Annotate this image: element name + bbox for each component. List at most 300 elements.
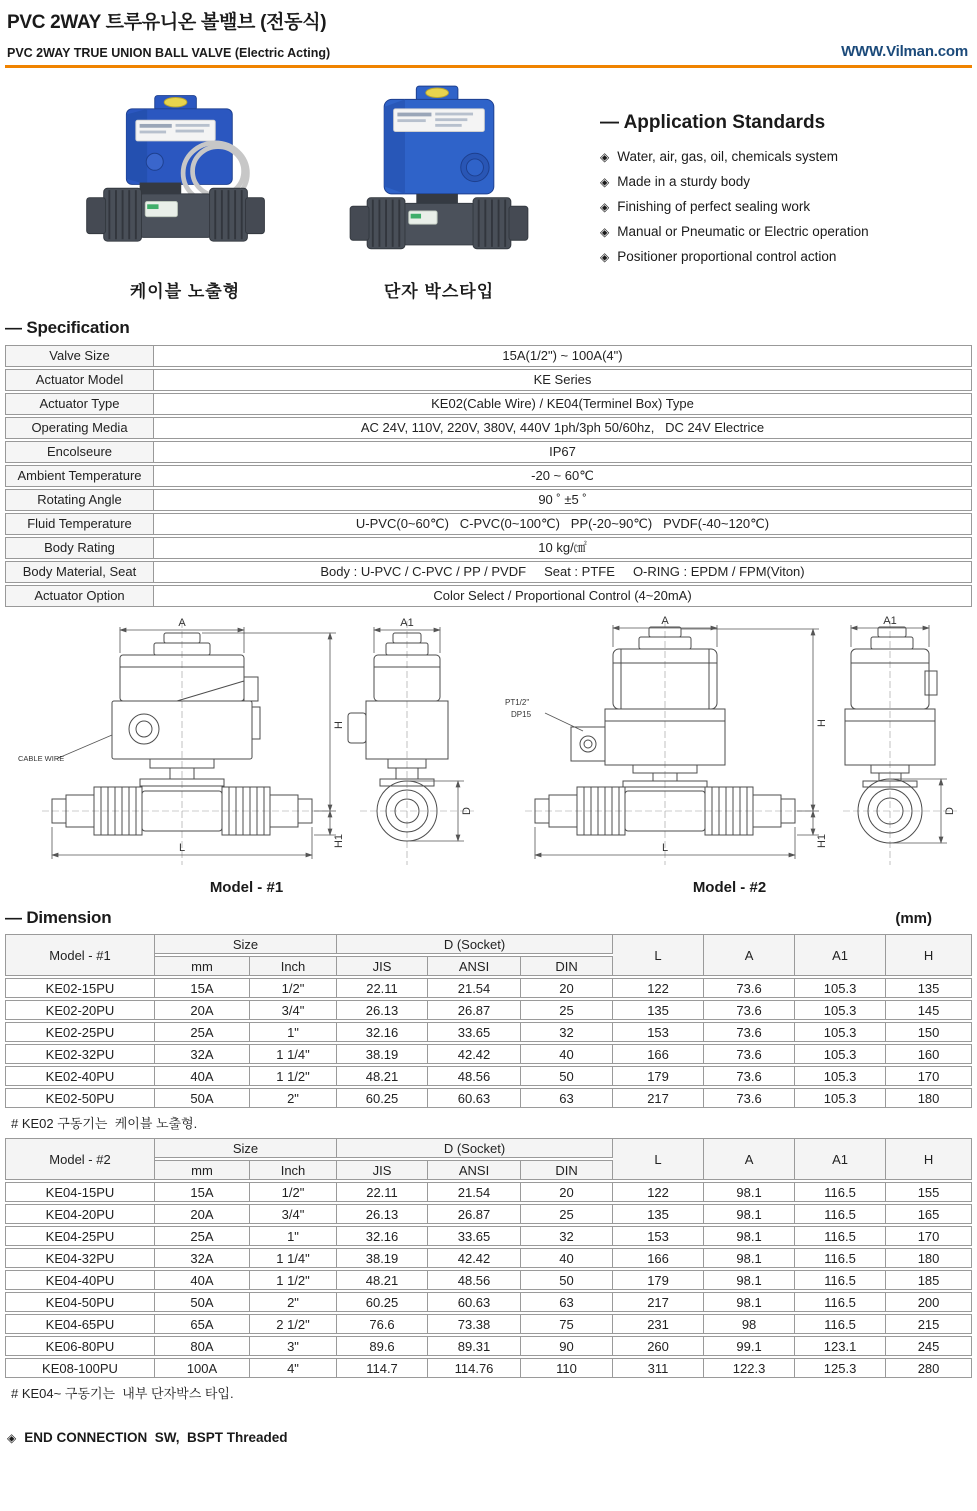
table-cell: 26.13: [337, 1000, 428, 1020]
spec-label: Rotating Angle: [6, 490, 154, 510]
table-cell: 40: [521, 1248, 613, 1268]
table-cell: 116.5: [795, 1204, 886, 1224]
table-cell: 170: [886, 1066, 972, 1086]
end-connection-text: END CONNECTION SW, BSPT Threaded: [24, 1430, 288, 1445]
actuator-illustration: [384, 86, 494, 194]
table-cell: 105.3: [795, 1088, 886, 1108]
column-header-a: A: [704, 1138, 795, 1180]
table-row: [5, 585, 972, 607]
column-header-mm: mm: [155, 956, 250, 976]
table-cell: 98.1: [704, 1182, 795, 1202]
table-body: [5, 978, 972, 1108]
table-row: [5, 393, 972, 415]
table-cell: 60.63: [428, 1292, 521, 1312]
table-cell: 2": [250, 1292, 337, 1312]
list-item: [600, 199, 972, 214]
table-cell: 145: [886, 1000, 972, 1020]
table-cell: 150: [886, 1022, 972, 1042]
diamond-bullet-icon: ◈: [600, 150, 610, 164]
spec-value: Color Select / Proportional Control (4~20mA): [433, 588, 692, 603]
application-standards-heading: — Application Standards: [600, 112, 826, 133]
table-row: [5, 561, 972, 583]
dimension-lines: [851, 625, 947, 843]
table-cell: 3/4": [250, 1204, 337, 1224]
table-row: [5, 465, 972, 487]
table-row: [5, 1270, 972, 1290]
spec-label: Body Rating: [6, 538, 154, 558]
table-cell: 75: [521, 1314, 613, 1334]
column-header-a: A: [704, 934, 795, 976]
end-connection-note: [7, 1430, 972, 1445]
table-cell: 180: [886, 1088, 972, 1108]
column-header-inch: Inch: [250, 1160, 337, 1180]
table-cell: 3/4": [250, 1000, 337, 1020]
table-cell: 32: [521, 1226, 613, 1246]
table-cell: 135: [613, 1204, 704, 1224]
table-cell: 116.5: [795, 1248, 886, 1268]
table-cell: 89.6: [337, 1336, 428, 1356]
table-cell: 4": [250, 1358, 337, 1378]
table-cell: 63: [521, 1088, 613, 1108]
table-cell: 33.65: [428, 1022, 521, 1042]
dim-label-h1: H1: [815, 833, 828, 849]
table-cell: 73.6: [704, 1022, 795, 1042]
specification-table: [5, 345, 972, 607]
valve-body-illustration: [350, 194, 528, 249]
table-cell: 179: [613, 1066, 704, 1086]
table-cell: 125.3: [795, 1358, 886, 1378]
table-cell: 116.5: [795, 1270, 886, 1290]
table-cell: KE06-80PU: [5, 1336, 155, 1356]
table-cell: 1 1/2": [250, 1066, 337, 1086]
column-header-jis: JIS: [337, 956, 428, 976]
table-cell: 153: [613, 1226, 704, 1246]
table-cell: 20A: [155, 1204, 250, 1224]
dim-label-h: H: [332, 721, 345, 729]
table-cell: 50: [521, 1066, 613, 1086]
spec-value: AC 24V, 110V, 220V, 380V, 440V 1ph/3ph 50/60hz, DC 24V Electrice: [360, 420, 765, 435]
table-row: [5, 978, 972, 998]
table-row: [5, 441, 972, 463]
table-cell: 170: [886, 1226, 972, 1246]
spec-value: Body : U-PVC / C-PVC / PP / PVDF Seat : PTFE O-RING : EPDM / FPM(Viton): [320, 564, 805, 579]
table-cell: 1 1/2": [250, 1270, 337, 1290]
table-2-note: # KE04~ 구동기는 내부 단자박스 타입.: [11, 1386, 234, 1401]
table-cell: 166: [613, 1248, 704, 1268]
spec-label: Valve Size: [6, 346, 154, 366]
table-cell: 1 1/4": [250, 1248, 337, 1268]
table-cell: 50: [521, 1270, 613, 1290]
column-header-l: L: [613, 934, 704, 976]
dim-label-a: A: [660, 615, 669, 627]
table-cell: 42.42: [428, 1044, 521, 1064]
website-link[interactable]: WWW.Vilman.com: [841, 43, 968, 60]
list-item: [600, 174, 972, 189]
model-2-technical-drawing: [495, 615, 965, 871]
table-cell: 260: [613, 1336, 704, 1356]
table-cell: 110: [521, 1358, 613, 1378]
table-row: [5, 1204, 972, 1224]
table-cell: 105.3: [795, 978, 886, 998]
column-header-din: DIN: [521, 1160, 613, 1180]
table-cell: 32: [521, 1022, 613, 1042]
table-cell: 26.87: [428, 1000, 521, 1020]
spec-value: IP67: [549, 444, 576, 459]
table-cell: 32.16: [337, 1226, 428, 1246]
list-item: [600, 249, 972, 264]
spec-value: -20 ~ 60℃: [531, 468, 594, 483]
table-cell: 38.19: [337, 1248, 428, 1268]
table-cell: 185: [886, 1270, 972, 1290]
list-item: [600, 224, 972, 239]
diamond-bullet-icon: ◈: [600, 250, 610, 264]
table-cell: KE04-32PU: [5, 1248, 155, 1268]
table-cell: 98: [704, 1314, 795, 1334]
products-row: [71, 80, 972, 302]
table-cell: 166: [613, 1044, 704, 1064]
specification-section: [5, 318, 972, 607]
table-cell: 40A: [155, 1270, 250, 1290]
column-header-socket: D (Socket): [337, 1138, 613, 1158]
table-cell: 60.25: [337, 1088, 428, 1108]
table-cell: KE04-50PU: [5, 1292, 155, 1312]
table-cell: 48.56: [428, 1270, 521, 1290]
table-cell: 90: [521, 1336, 613, 1356]
table-cell: 114.7: [337, 1358, 428, 1378]
spec-value: 15A(1/2") ~ 100A(4"): [502, 348, 623, 363]
spec-label: Actuator Type: [6, 394, 154, 414]
dim-label-d: D: [460, 807, 473, 815]
specification-heading: — Specification: [5, 318, 130, 337]
table-cell: 1": [250, 1022, 337, 1042]
table-cell: 99.1: [704, 1336, 795, 1356]
dimension-table-model-2: [5, 1136, 972, 1380]
table-cell: 15A: [155, 1182, 250, 1202]
table-cell: 105.3: [795, 1066, 886, 1086]
table-cell: 48.21: [337, 1066, 428, 1086]
table-cell: KE02-15PU: [5, 978, 155, 998]
table-cell: 63: [521, 1292, 613, 1312]
column-header-size: Size: [155, 1138, 337, 1158]
cable-type-valve-image: [81, 80, 289, 270]
dim-label-l: L: [661, 842, 668, 854]
table-cell: 33.65: [428, 1226, 521, 1246]
spec-label: Operating Media: [6, 418, 154, 438]
table-cell: 1/2": [250, 978, 337, 998]
list-item-text: Manual or Pneumatic or Electric operation: [617, 224, 869, 239]
table-cell: 73.6: [704, 978, 795, 998]
table-row: [5, 1226, 972, 1246]
table-cell: KE02-50PU: [5, 1088, 155, 1108]
dimension-unit: (mm): [895, 910, 932, 927]
table-cell: 135: [886, 978, 972, 998]
table-cell: 98.1: [704, 1204, 795, 1224]
table-cell: 180: [886, 1248, 972, 1268]
table-cell: 48.21: [337, 1270, 428, 1290]
column-header-socket: D (Socket): [337, 934, 613, 954]
table-cell: KE04-40PU: [5, 1270, 155, 1290]
table-cell: 48.56: [428, 1066, 521, 1086]
table-cell: 22.11: [337, 1182, 428, 1202]
terminal-box-valve-image: [335, 80, 543, 270]
photo-caption-cable-type: 케이블 노출형: [129, 282, 241, 301]
table-cell: 245: [886, 1336, 972, 1356]
table-cell: 217: [613, 1292, 704, 1312]
list-item-text: Finishing of perfect sealing work: [617, 199, 811, 214]
application-standards: [600, 80, 972, 302]
spec-value: KE02(Cable Wire) / KE04(Terminel Box) Type: [431, 396, 694, 411]
table-cell: 116.5: [795, 1182, 886, 1202]
table-cell: KE02-32PU: [5, 1044, 155, 1064]
header: [5, 7, 972, 68]
table-cell: KE04-20PU: [5, 1204, 155, 1224]
table-cell: 135: [613, 1000, 704, 1020]
table-cell: 25: [521, 1000, 613, 1020]
column-header-din: DIN: [521, 956, 613, 976]
dim-label-h1: H1: [332, 833, 345, 849]
table-cell: 122: [613, 1182, 704, 1202]
column-header-h: H: [886, 1138, 972, 1180]
spec-value: 90 ˚ ±5 ˚: [538, 492, 587, 507]
side-view-outline: [845, 627, 937, 843]
table-cell: 2": [250, 1088, 337, 1108]
column-header-jis: JIS: [337, 1160, 428, 1180]
list-item-text: Water, air, gas, oil, chemicals system: [617, 149, 839, 164]
application-standards-list: [600, 149, 972, 264]
table-cell: 89.31: [428, 1336, 521, 1356]
table-cell: KE02-25PU: [5, 1022, 155, 1042]
dimension-lines: [52, 627, 336, 859]
actuator-outline: [112, 633, 260, 786]
table-cell: KE02-40PU: [5, 1066, 155, 1086]
table-cell: 60.63: [428, 1088, 521, 1108]
table-row: [5, 537, 972, 559]
table-cell: 105.3: [795, 1022, 886, 1042]
table-cell: 32.16: [337, 1022, 428, 1042]
table-cell: 3": [250, 1336, 337, 1356]
table-cell: 26.13: [337, 1204, 428, 1224]
table-cell: 26.87: [428, 1204, 521, 1224]
dim-label-a1: A1: [882, 615, 897, 627]
drawing-caption-model-1: Model - #1: [209, 879, 284, 896]
table-row: [5, 369, 972, 391]
table-cell: 32A: [155, 1044, 250, 1064]
actuator-illustration: [126, 96, 232, 185]
table-cell: 100A: [155, 1358, 250, 1378]
table-cell: 122.3: [704, 1358, 795, 1378]
list-item-text: Made in a sturdy body: [617, 174, 751, 189]
table-row: [5, 1066, 972, 1086]
page-title: PVC 2WAY 트루유니온 볼밸브 (전동식): [7, 12, 327, 33]
table-cell: 105.3: [795, 1044, 886, 1064]
column-header-l: L: [613, 1138, 704, 1180]
table-cell: 73.6: [704, 1088, 795, 1108]
table-cell: 116.5: [795, 1226, 886, 1246]
dim-label-a1: A1: [399, 617, 414, 629]
diamond-bullet-icon: ◈: [600, 225, 610, 239]
column-header-h: H: [886, 934, 972, 976]
dimension-table-model-1: [5, 932, 972, 1110]
table-cell: 40: [521, 1044, 613, 1064]
table-cell: 21.54: [428, 978, 521, 998]
spec-label: Fluid Temperature: [6, 514, 154, 534]
table-cell: 25A: [155, 1022, 250, 1042]
table-row: [5, 1336, 972, 1356]
column-header-ansi: ANSI: [428, 956, 521, 976]
table-cell: 123.1: [795, 1336, 886, 1356]
dim-label-d: D: [943, 807, 956, 815]
table-cell: 65A: [155, 1314, 250, 1334]
table-cell: 73.6: [704, 1044, 795, 1064]
table-cell: 73.6: [704, 1000, 795, 1020]
table-cell: 1": [250, 1226, 337, 1246]
table-cell: 2 1/2": [250, 1314, 337, 1334]
table-row: [5, 417, 972, 439]
dimension-section: [5, 908, 972, 1402]
spec-label: Ambient Temperature: [6, 466, 154, 486]
table-cell: 25A: [155, 1226, 250, 1246]
table-cell: KE04-25PU: [5, 1226, 155, 1246]
table-cell: 40A: [155, 1066, 250, 1086]
model-1-technical-drawing: [12, 615, 482, 871]
table-cell: 20A: [155, 1000, 250, 1020]
product-photo-terminal-box-type: [325, 80, 553, 302]
spec-value: 10 kg/㎠: [538, 540, 587, 555]
spec-label: Encolseure: [6, 442, 154, 462]
spec-label: Actuator Model: [6, 370, 154, 390]
table-cell: KE04-65PU: [5, 1314, 155, 1334]
table-row: [5, 1314, 972, 1334]
dp15-annotation: DP15: [510, 710, 531, 719]
table-cell: 80A: [155, 1336, 250, 1356]
column-header-model: Model - #2: [5, 1138, 155, 1180]
table-cell: 116.5: [795, 1292, 886, 1312]
table-row: [5, 1044, 972, 1064]
dimension-lines: [535, 625, 819, 859]
spec-label: Actuator Option: [6, 586, 154, 606]
table-cell: 38.19: [337, 1044, 428, 1064]
table-row: [5, 489, 972, 511]
table-cell: 311: [613, 1358, 704, 1378]
table-header-row: [5, 934, 972, 954]
table-cell: 98.1: [704, 1226, 795, 1246]
dimension-heading: — Dimension: [5, 908, 112, 927]
drawing-model-2: [488, 615, 971, 896]
spec-value: KE Series: [533, 372, 592, 387]
table-cell: 160: [886, 1044, 972, 1064]
valve-body-illustration: [87, 183, 265, 242]
diamond-bullet-icon: ◈: [600, 200, 610, 214]
table-row: [5, 1088, 972, 1108]
dim-label-a: A: [177, 617, 186, 629]
table-row: [5, 345, 972, 367]
table-cell: 32A: [155, 1248, 250, 1268]
table-cell: 98.1: [704, 1270, 795, 1290]
table-cell: 20: [521, 978, 613, 998]
accent-divider: [5, 65, 972, 68]
table-row: [5, 513, 972, 535]
table-cell: 116.5: [795, 1314, 886, 1334]
table-cell: 76.6: [337, 1314, 428, 1334]
table-cell: 155: [886, 1182, 972, 1202]
table-cell: 105.3: [795, 1000, 886, 1020]
table-cell: 21.54: [428, 1182, 521, 1202]
table-cell: 50A: [155, 1292, 250, 1312]
table-cell: 165: [886, 1204, 972, 1224]
spec-value: U-PVC(0~60℃) C-PVC(0~100℃) PP(-20~90℃) PVDF(-40~120℃): [355, 516, 770, 531]
table-row: [5, 1000, 972, 1020]
column-header-mm: mm: [155, 1160, 250, 1180]
table-cell: 217: [613, 1088, 704, 1108]
table-cell: 25: [521, 1204, 613, 1224]
column-header-inch: Inch: [250, 956, 337, 976]
table-row: [5, 1182, 972, 1202]
side-view-outline: [348, 633, 448, 841]
table-cell: 1/2": [250, 1182, 337, 1202]
table-header-row: [5, 1138, 972, 1158]
product-photo-cable-type: [71, 80, 299, 302]
table-cell: KE04-15PU: [5, 1182, 155, 1202]
table-cell: 22.11: [337, 978, 428, 998]
column-header-size: Size: [155, 934, 337, 954]
actuator-outline: [571, 627, 725, 787]
diamond-bullet-icon: ◈: [600, 175, 610, 189]
column-header-a1: A1: [795, 934, 886, 976]
drawing-model-1: [5, 615, 488, 896]
table-cell: 73.6: [704, 1066, 795, 1086]
table-cell: 231: [613, 1314, 704, 1334]
table-cell: KE02-20PU: [5, 1000, 155, 1020]
drawing-caption-model-2: Model - #2: [692, 879, 767, 896]
column-header-a1: A1: [795, 1138, 886, 1180]
table-cell: 73.38: [428, 1314, 521, 1334]
table-body: [5, 1182, 972, 1378]
table-cell: 1 1/4": [250, 1044, 337, 1064]
column-header-ansi: ANSI: [428, 1160, 521, 1180]
spec-label: Body Material, Seat: [6, 562, 154, 582]
dim-label-h: H: [815, 719, 828, 727]
table-cell: 50A: [155, 1088, 250, 1108]
list-item-text: Positioner proportional control action: [617, 249, 837, 264]
table-cell: 42.42: [428, 1248, 521, 1268]
table-cell: 215: [886, 1314, 972, 1334]
table-cell: 122: [613, 978, 704, 998]
table-cell: 98.1: [704, 1248, 795, 1268]
cable-wire-annotation: CABLE WIRE: [17, 754, 64, 763]
table-row: [5, 1022, 972, 1042]
table-cell: 280: [886, 1358, 972, 1378]
table-cell: 114.76: [428, 1358, 521, 1378]
table-cell: 98.1: [704, 1292, 795, 1312]
table-cell: 60.25: [337, 1292, 428, 1312]
table-cell: 153: [613, 1022, 704, 1042]
table-cell: KE08-100PU: [5, 1358, 155, 1378]
table-1-note: # KE02 구동기는 케이블 노출형.: [11, 1116, 198, 1131]
table-cell: 20: [521, 1182, 613, 1202]
pt-port-annotation: PT1/2": [504, 698, 529, 707]
table-row: [5, 1248, 972, 1268]
table-cell: 179: [613, 1270, 704, 1290]
page-subtitle: PVC 2WAY TRUE UNION BALL VALVE (Electric Acting): [7, 46, 331, 60]
list-item: [600, 149, 972, 164]
table-row: [5, 1358, 972, 1378]
dim-label-l: L: [178, 842, 185, 854]
drawings-row: [5, 615, 972, 896]
table-cell: 15A: [155, 978, 250, 998]
column-header-model: Model - #1: [5, 934, 155, 976]
table-row: [5, 1292, 972, 1312]
photo-caption-terminal-box-type: 단자 박스타입: [383, 282, 495, 301]
